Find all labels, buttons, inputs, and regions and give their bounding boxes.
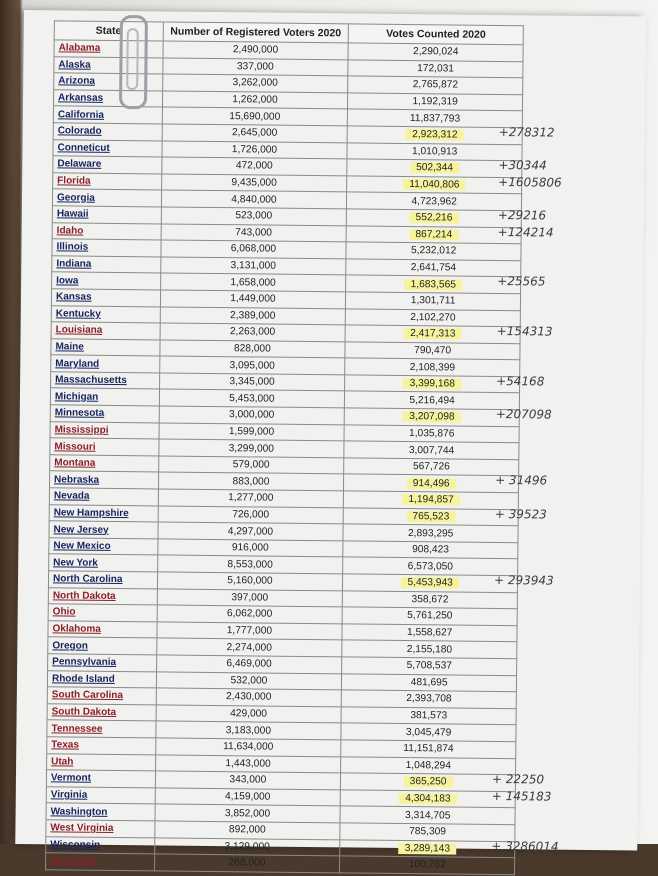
state-name: Michigan <box>50 388 159 406</box>
votes-counted <box>346 292 521 310</box>
state-name: Pennsylvania <box>48 654 157 672</box>
registered-voters: 828,000 <box>159 340 345 359</box>
state-name: Colorado <box>53 123 162 141</box>
handwritten-note: +29216 <box>497 207 547 223</box>
voter-table <box>45 20 524 875</box>
votes-counted-value: 3,399,168 <box>404 378 461 390</box>
state-name: Virginia <box>46 786 155 804</box>
registered-voters: 1,277,000 <box>158 489 344 508</box>
handwritten-note: + 39523 <box>494 506 547 522</box>
registered-voters: 337,000 <box>162 58 348 77</box>
state-name: West Virginia <box>46 820 155 838</box>
votes-counted <box>346 242 521 260</box>
registered-voters: 3,129,000 <box>154 837 340 856</box>
registered-voters: 472,000 <box>161 157 347 176</box>
registered-voters: 6,068,000 <box>160 240 346 259</box>
votes-counted-value: 365,250 <box>404 776 453 788</box>
handwritten-note: +54168 <box>496 373 545 389</box>
header-counted: Votes Counted 2020 <box>348 24 523 45</box>
votes-counted-value: 11,151,874 <box>403 743 454 755</box>
registered-voters: 2,274,000 <box>156 638 342 657</box>
votes-counted <box>347 126 522 144</box>
votes-counted <box>346 308 521 326</box>
votes-counted <box>343 541 518 559</box>
table-body <box>46 40 524 875</box>
votes-counted <box>344 491 519 509</box>
votes-counted-value: 2,102,270 <box>410 311 456 324</box>
registered-voters: 2,490,000 <box>163 41 349 60</box>
registered-voters: 1,777,000 <box>156 622 342 641</box>
votes-counted-value: 914,496 <box>407 478 456 490</box>
state-name: Louisiana <box>51 322 160 340</box>
handwritten-note: + 293943 <box>493 572 554 588</box>
state-name: Texas <box>47 737 156 755</box>
votes-counted-value: 2,923,312 <box>406 129 463 141</box>
votes-counted <box>342 690 517 708</box>
registered-voters: 2,263,000 <box>160 323 346 342</box>
votes-counted <box>343 590 518 608</box>
registered-voters: 6,062,000 <box>157 605 343 624</box>
registered-voters: 2,645,000 <box>162 124 348 143</box>
header-state: State <box>54 21 163 41</box>
registered-voters: 6,469,000 <box>156 655 342 674</box>
votes-counted-value: 785,309 <box>409 826 447 838</box>
registered-voters: 3,345,000 <box>159 373 345 392</box>
handwritten-note: +207098 <box>495 406 552 422</box>
votes-counted <box>343 574 518 592</box>
votes-counted-value: 1,048,294 <box>405 759 451 772</box>
state-name: Massachusetts <box>51 372 160 390</box>
registered-voters: 343,000 <box>155 771 341 790</box>
votes-counted-value: 790,470 <box>414 345 452 357</box>
registered-voters: 429,000 <box>156 705 342 724</box>
state-name: Wyoming <box>46 853 155 871</box>
votes-counted <box>345 342 520 360</box>
state-name: Iowa <box>52 272 161 290</box>
votes-counted-value: 2,155,180 <box>406 643 453 656</box>
votes-counted <box>345 375 520 393</box>
votes-counted <box>341 707 516 725</box>
state-name: Kansas <box>51 289 160 307</box>
state-name: Oklahoma <box>48 621 157 639</box>
votes-counted-value: 11,040,806 <box>403 179 465 191</box>
handwritten-note: + 3286014 <box>491 838 559 854</box>
registered-voters: 523,000 <box>161 207 347 226</box>
state-name: Indiana <box>52 256 161 274</box>
registered-voters: 892,000 <box>154 821 340 840</box>
votes-counted-value: 5,216,494 <box>409 394 455 407</box>
state-name: Nebraska <box>49 471 158 489</box>
votes-counted-value: 5,761,250 <box>407 610 453 623</box>
registered-voters: 532,000 <box>156 671 342 690</box>
registered-voters: 268,000 <box>154 854 340 873</box>
votes-counted-value: 552,216 <box>410 212 459 224</box>
votes-counted <box>341 756 516 774</box>
votes-counted-value: 2,290,024 <box>413 46 459 58</box>
state-name: Delaware <box>53 156 162 174</box>
votes-counted-value: 5,232,012 <box>410 245 457 257</box>
votes-counted <box>347 192 522 210</box>
state-name: Montana <box>50 455 159 473</box>
state-name: Washington <box>46 803 155 821</box>
votes-counted-value: 4,723,962 <box>411 195 457 208</box>
state-name: Utah <box>47 753 156 771</box>
votes-counted-value: 4,304,183 <box>399 793 456 805</box>
paperclip-icon <box>119 15 148 109</box>
state-name: Florida <box>53 173 162 191</box>
votes-counted-value: 765,523 <box>406 511 455 523</box>
state-name: Rhode Island <box>47 670 156 688</box>
state-name: North Carolina <box>48 571 157 589</box>
handwritten-note: +1605806 <box>498 174 562 190</box>
state-name: Wisconsin <box>46 836 155 854</box>
state-name: Hawaii <box>52 206 161 224</box>
votes-counted <box>340 823 515 841</box>
handwritten-note: +25565 <box>497 273 546 289</box>
state-name: Georgia <box>52 189 161 207</box>
registered-voters: 1,262,000 <box>162 91 348 110</box>
state-name: Tennessee <box>47 720 156 738</box>
votes-counted <box>342 607 517 625</box>
votes-counted <box>340 856 515 874</box>
votes-counted-value: 2,765,872 <box>412 79 459 92</box>
votes-counted-value: 867,214 <box>409 229 458 241</box>
votes-counted-value: 1,301,711 <box>410 295 456 307</box>
state-name: Mississippi <box>50 421 159 439</box>
state-name: Oregon <box>48 637 157 655</box>
votes-counted <box>342 673 517 691</box>
registered-voters: 743,000 <box>161 223 347 242</box>
votes-counted-value: 567,726 <box>412 461 450 473</box>
registered-voters: 1,443,000 <box>155 754 341 773</box>
votes-counted-value: 1,558,627 <box>406 627 453 639</box>
state-name: New Mexico <box>49 538 158 556</box>
state-name: South Carolina <box>47 687 156 705</box>
state-name: Missouri <box>50 438 159 456</box>
votes-counted <box>346 259 521 277</box>
registered-voters: 3,299,000 <box>158 439 344 458</box>
registered-voters: 3,183,000 <box>155 721 341 740</box>
votes-counted <box>340 806 515 824</box>
state-name: Idaho <box>52 222 161 240</box>
votes-counted-value: 1,010,913 <box>411 145 458 158</box>
votes-counted-value: 502,344 <box>410 163 459 175</box>
paper-sheet <box>15 10 646 871</box>
registered-voters: 5,453,000 <box>159 389 345 408</box>
votes-counted-value: 1,192,319 <box>412 96 458 108</box>
votes-counted-value: 3,007,744 <box>408 444 455 457</box>
votes-counted <box>341 773 516 791</box>
votes-counted-value: 172,031 <box>417 63 455 75</box>
votes-counted <box>345 358 520 376</box>
registered-voters: 9,435,000 <box>161 174 347 193</box>
votes-counted-value: 2,393,708 <box>406 693 452 705</box>
votes-counted <box>348 43 523 61</box>
votes-counted <box>348 109 523 127</box>
handwritten-note: +278312 <box>498 124 555 140</box>
registered-voters: 1,599,000 <box>159 423 345 442</box>
votes-counted-value: 381,573 <box>410 710 448 722</box>
registered-voters: 4,159,000 <box>155 788 341 807</box>
registered-voters: 11,634,000 <box>155 738 341 757</box>
votes-counted <box>346 275 521 293</box>
state-name: New Jersey <box>49 521 158 539</box>
votes-counted-value: 481,695 <box>410 676 448 689</box>
votes-counted <box>343 507 518 525</box>
state-name: Ohio <box>48 604 157 622</box>
registered-voters: 1,726,000 <box>161 141 347 160</box>
votes-counted <box>348 59 523 77</box>
handwritten-note: + 22250 <box>491 771 545 787</box>
state-name: Arizona <box>54 73 163 91</box>
votes-counted <box>348 76 523 94</box>
votes-counted-value: 5,708,537 <box>406 660 453 672</box>
handwritten-note: + 31496 <box>495 472 548 488</box>
votes-counted <box>348 93 523 111</box>
header-registered: Number of Registered Voters 2020 <box>163 22 349 43</box>
registered-voters: 3,000,000 <box>159 406 345 425</box>
registered-voters: 3,852,000 <box>155 804 341 823</box>
state-name: California <box>53 106 162 124</box>
votes-counted <box>343 524 518 542</box>
votes-counted <box>347 159 522 177</box>
votes-counted-value: 3,314,705 <box>405 809 451 822</box>
state-name: Arkansas <box>53 90 162 108</box>
state-name: Illinois <box>52 239 161 257</box>
state-name: New Hampshire <box>49 504 158 522</box>
handwritten-note: +124214 <box>497 224 554 240</box>
state-name: Conneticut <box>53 139 162 157</box>
state-name: Kentucky <box>51 305 160 323</box>
registered-voters: 3,095,000 <box>159 356 345 375</box>
registered-voters: 579,000 <box>158 456 344 475</box>
votes-counted <box>343 557 518 575</box>
registered-voters: 8,553,000 <box>157 555 343 574</box>
registered-voters: 3,131,000 <box>160 257 346 276</box>
votes-counted <box>342 624 517 642</box>
registered-voters: 916,000 <box>157 539 343 558</box>
votes-counted <box>340 839 515 857</box>
handwritten-note: +30344 <box>498 157 547 173</box>
votes-counted <box>344 425 519 443</box>
votes-counted <box>344 474 519 492</box>
votes-counted-value: 2,108,399 <box>409 361 456 374</box>
votes-counted <box>341 740 516 758</box>
votes-counted-value: 5,453,943 <box>401 577 458 589</box>
votes-counted <box>347 176 522 194</box>
votes-counted-value: 100,762 <box>408 859 446 871</box>
votes-counted <box>342 657 517 675</box>
votes-counted-value: 3,207,098 <box>403 411 460 423</box>
state-name: Nevada <box>49 488 158 506</box>
state-name: Maryland <box>51 355 160 373</box>
registered-voters: 397,000 <box>157 589 343 608</box>
votes-counted <box>346 225 521 243</box>
votes-counted <box>344 458 519 476</box>
votes-counted <box>340 790 515 808</box>
registered-voters: 726,000 <box>158 506 344 525</box>
registered-voters: 4,840,000 <box>161 190 347 209</box>
state-name: Minnesota <box>50 405 159 423</box>
votes-counted-value: 1,194,857 <box>402 494 459 506</box>
state-name: North Dakota <box>48 587 157 605</box>
registered-voters: 4,297,000 <box>157 522 343 541</box>
votes-counted-value: 1,035,876 <box>409 428 455 440</box>
votes-counted <box>347 142 522 160</box>
votes-counted-value: 3,289,143 <box>399 843 456 855</box>
votes-counted <box>345 325 520 343</box>
registered-voters: 15,690,000 <box>162 107 348 126</box>
state-name: Alaska <box>54 56 163 74</box>
votes-counted-value: 908,423 <box>412 544 449 556</box>
votes-counted-value: 2,641,754 <box>410 262 457 274</box>
registered-voters: 1,658,000 <box>160 273 346 292</box>
votes-counted-value: 2,417,313 <box>404 328 461 340</box>
registered-voters: 3,262,000 <box>162 74 348 93</box>
votes-counted <box>345 391 520 409</box>
registered-voters: 883,000 <box>158 472 344 491</box>
votes-counted-value: 1,683,565 <box>405 279 462 291</box>
state-name: South Dakota <box>47 704 156 722</box>
registered-voters: 1,449,000 <box>160 290 346 309</box>
votes-counted <box>347 209 522 227</box>
votes-counted <box>344 408 519 426</box>
registered-voters: 5,160,000 <box>157 572 343 591</box>
handwritten-note: + 145183 <box>491 788 552 804</box>
votes-counted-value: 358,672 <box>411 593 449 606</box>
votes-counted <box>342 640 517 658</box>
votes-counted-value: 3,045,479 <box>405 726 452 739</box>
registered-voters: 2,430,000 <box>156 688 342 707</box>
votes-counted-value: 2,893,295 <box>407 527 454 540</box>
state-name: Alabama <box>54 40 163 58</box>
registered-voters: 2,389,000 <box>160 306 346 325</box>
votes-counted-value: 6,573,050 <box>407 560 454 573</box>
votes-counted <box>344 441 519 459</box>
state-name: Vermont <box>46 770 155 788</box>
votes-counted <box>341 723 516 741</box>
state-name: New York <box>49 554 158 572</box>
votes-counted-value: 11,837,793 <box>409 112 461 125</box>
handwritten-note: +154313 <box>496 323 553 339</box>
state-name: Maine <box>51 338 160 356</box>
